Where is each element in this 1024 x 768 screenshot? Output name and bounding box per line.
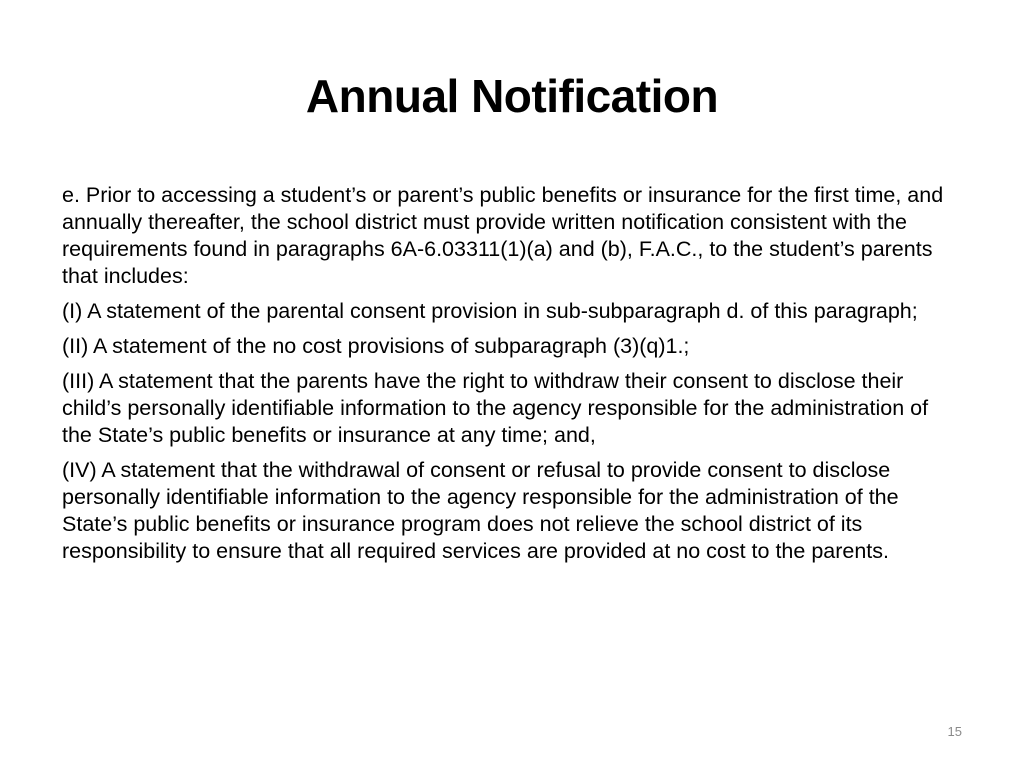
paragraph-intro: e. Prior to accessing a student’s or parent’s public benefits or insurance for the first time, and annually thereafter, the school district must provide written notification consistent with the requirements found in paragraphs 6A-6.03311(1)(a) and (b), F.A.C., to the student’s parents that includes: [62, 183, 944, 288]
slide-body [62, 182, 962, 573]
slide-number: 15 [947, 724, 962, 739]
paragraph-item-iv: (IV) A statement that the withdrawal of consent or refusal to provide consent to disclose personally identifiable information to the agency responsible for the administration of the State’s public benefits or insurance program does not relieve the school district of its responsibility to ensure that all required services are provided at no cost to the parents. [62, 458, 899, 563]
paragraph-item-iii: (III) A statement that the parents have the right to withdraw their consent to disclose their child’s personally identifiable information to the agency responsible for the administration of the State’s public benefits or insurance at any time; and, [62, 369, 929, 447]
slide-title: Annual Notification [305, 70, 719, 122]
paragraph-item-i: (I) A statement of the parental consent provision in sub-subparagraph d. of this paragraph; [62, 299, 918, 323]
paragraph-item-ii: (II) A statement of the no cost provisions of subparagraph (3)(q)1.; [62, 334, 690, 358]
